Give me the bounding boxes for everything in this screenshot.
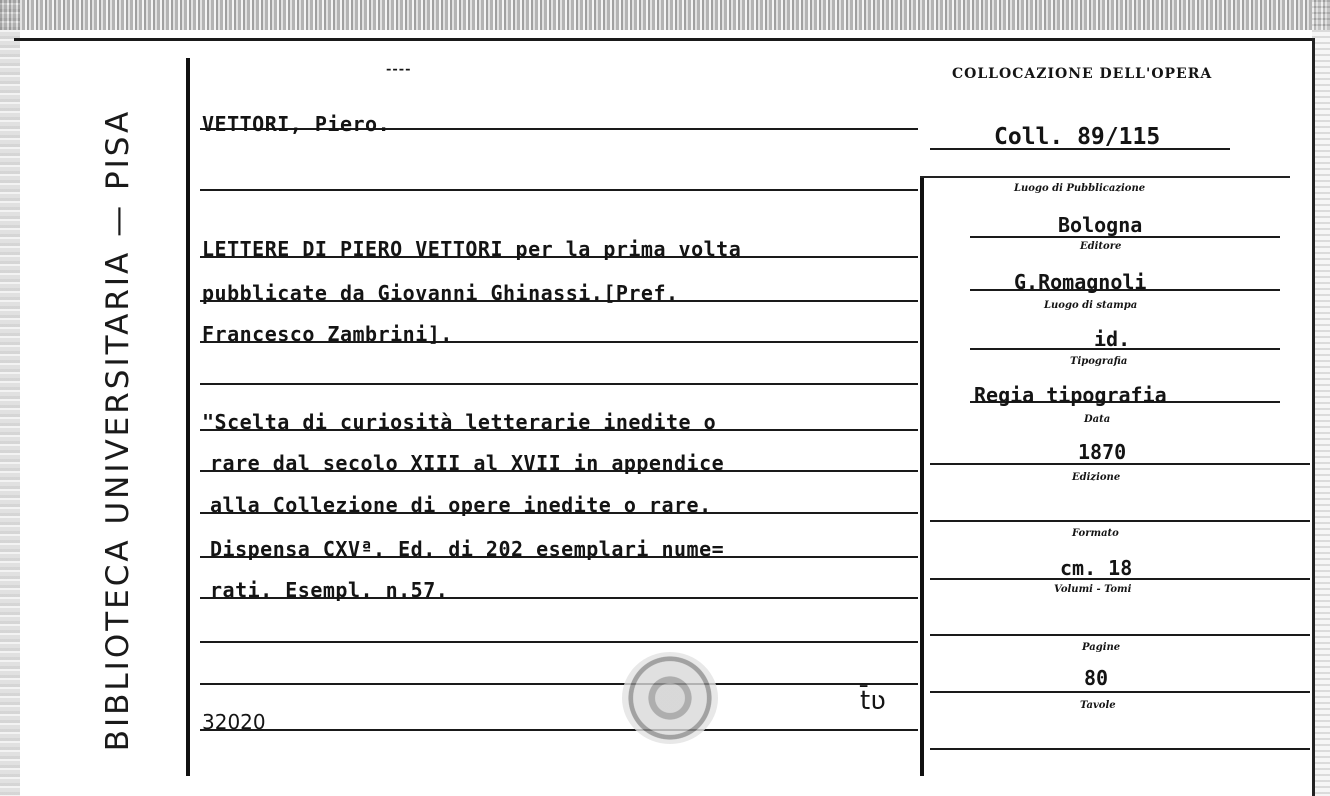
card-border-top xyxy=(14,38,1314,41)
library-name: BIBLIOTECA UNIVERSITARIA — PISA xyxy=(100,108,136,752)
rule xyxy=(930,691,1310,693)
field-label-pages: Pagine xyxy=(1082,642,1121,653)
title-line-3: Francesco Zambrini]. xyxy=(202,322,453,346)
series-line-4: Dispensa CXVª. Ed. di 202 esemplari nume= xyxy=(210,537,725,561)
field-value-printer: Regia tipografia xyxy=(974,383,1167,407)
series-line-1: "Scelta di curiosità letterarie inedite o xyxy=(202,410,717,434)
column-divider xyxy=(920,176,924,776)
field-value-date: 1870 xyxy=(1078,440,1127,464)
field-label-date: Data xyxy=(1084,414,1111,425)
rule xyxy=(930,748,1310,750)
inventory-number: 32020 xyxy=(202,710,266,734)
library-stamp xyxy=(622,652,718,744)
field-label-print-place: Luogo di stampa xyxy=(1044,300,1138,311)
rule xyxy=(930,520,1310,522)
rule xyxy=(200,683,918,685)
field-label-format: Formato xyxy=(1072,528,1119,539)
rule xyxy=(200,383,918,385)
series-line-5: rati. Esempl. n.57. xyxy=(210,578,449,602)
scan-edge-top xyxy=(0,0,1330,30)
field-label-edition: Edizione xyxy=(1072,472,1121,483)
header-dashes: ---- xyxy=(386,62,412,77)
scan-edge-left xyxy=(0,0,20,796)
placement-label: COLLOCAZIONE DELL'OPERA xyxy=(952,66,1213,82)
handwritten-mark: t̄ʋ xyxy=(860,686,886,716)
field-value-print-place: id. xyxy=(1094,327,1131,351)
author: VETTORI, Piero. xyxy=(202,112,391,136)
shelfmark: Coll. 89/115 xyxy=(994,124,1161,150)
field-value-pages: 80 xyxy=(1084,666,1109,690)
field-label-volumes: Volumi - Tomi xyxy=(1054,584,1132,595)
collocation-box-top xyxy=(920,176,1290,178)
field-value-format: cm. 18 xyxy=(1060,556,1133,580)
field-label-place: Luogo di Pubblicazione xyxy=(1014,183,1146,194)
rule xyxy=(200,641,918,643)
card-border-right xyxy=(1312,38,1315,796)
rule xyxy=(930,634,1310,636)
field-label-publisher: Editore xyxy=(1080,241,1122,252)
title-line-2: pubblicate da Giovanni Ghinassi.[Pref. xyxy=(202,281,679,305)
field-label-plates: Tavole xyxy=(1080,700,1116,711)
margin-rule xyxy=(186,58,190,776)
series-line-3: alla Collezione di opere inedite o rare. xyxy=(210,493,712,517)
series-line-2: rare dal secolo XIII al XVII in appendice xyxy=(210,451,725,475)
title-line-1: LETTERE DI PIERO VETTORI per la prima volta xyxy=(202,237,742,261)
field-label-printer: Tipografia xyxy=(1070,356,1128,367)
rule xyxy=(200,729,918,731)
rule xyxy=(200,189,918,191)
field-value-publisher: G.Romagnoli xyxy=(1014,270,1147,294)
field-value-place: Bologna xyxy=(1058,213,1143,237)
